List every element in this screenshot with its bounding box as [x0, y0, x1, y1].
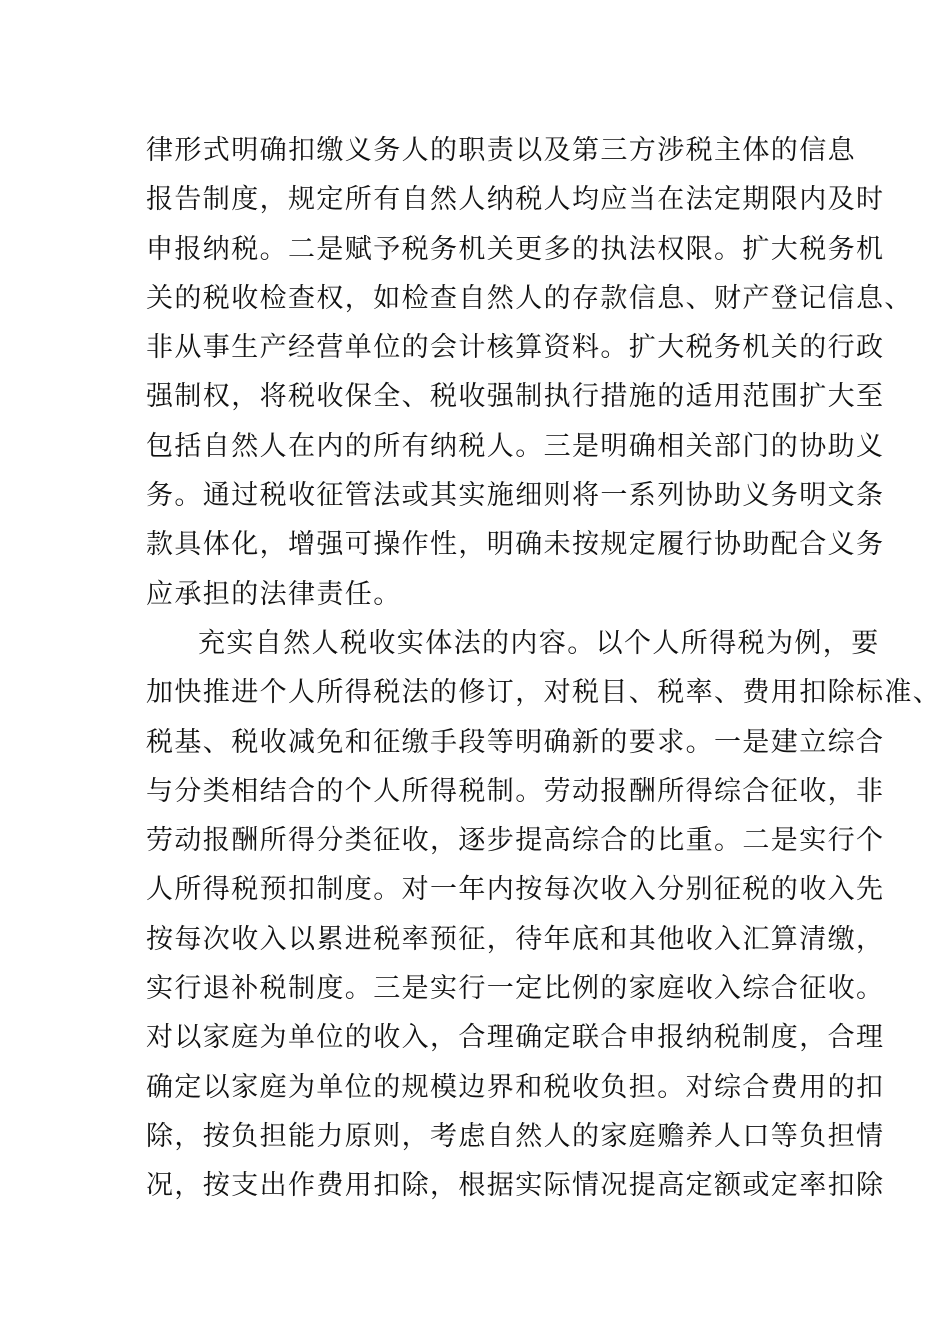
paragraph-2	[146, 619, 942, 1211]
paragraph-line: 税基、税收减免和征缴手段等明确新的要求。一是建立综合	[146, 726, 885, 758]
paragraph-line: 非从事生产经营单位的会计核算资料。扩大税务机关的行政	[146, 332, 885, 364]
paragraph-line: 关的税收检查权，如检查自然人的存款信息、财产登记信息、	[146, 282, 913, 314]
paragraph-line: 劳动报酬所得分类征收，逐步提高综合的比重。二是实行个	[146, 825, 885, 857]
paragraph-line: 报告制度，规定所有自然人纳税人均应当在法定期限内及时	[146, 184, 885, 216]
paragraph-line: 按每次收入以累进税率预征，待年底和其他收入汇算清缴，	[146, 923, 885, 955]
paragraph-line: 况，按支出作费用扣除，根据实际情况提高定额或定率扣除	[146, 1170, 885, 1202]
paragraph-line: 加快推进个人所得税法的修订，对税目、税率、费用扣除标准、	[146, 677, 942, 709]
paragraph-line: 款具体化，增强可操作性，明确未按规定履行协助配合义务	[146, 529, 885, 561]
paragraph-line: 实行退补税制度。三是实行一定比例的家庭收入综合征收。	[146, 973, 885, 1005]
paragraph-1	[146, 126, 913, 619]
body-text	[146, 126, 942, 1211]
paragraph-line: 对以家庭为单位的收入，合理确定联合申报纳税制度，合理	[146, 1022, 885, 1054]
paragraph-line: 确定以家庭为单位的规模边界和税收负担。对综合费用的扣	[146, 1071, 885, 1103]
paragraph-line: 申报纳税。二是赋予税务机关更多的执法权限。扩大税务机	[146, 233, 885, 265]
paragraph-line: 强制权，将税收保全、税收强制执行措施的适用范围扩大至	[146, 381, 885, 413]
paragraph-line: 除，按负担能力原则，考虑自然人的家庭赡养人口等负担情	[146, 1120, 885, 1152]
paragraph-line: 与分类相结合的个人所得税制。劳动报酬所得综合征收，非	[146, 775, 885, 807]
paragraph-line: 包括自然人在内的所有纳税人。三是明确相关部门的协助义	[146, 430, 885, 462]
paragraph-line: 律形式明确扣缴义务人的职责以及第三方涉税主体的信息	[146, 135, 856, 166]
paragraph-line: 务。通过税收征管法或其实施细则将一系列协助义务明文条	[146, 480, 885, 512]
paragraph-line: 充实自然人税收实体法的内容。以个人所得税为例，要	[198, 627, 880, 659]
paragraph-line: 应承担的法律责任。	[146, 578, 402, 610]
paragraph-line: 人所得税预扣制度。对一年内按每次收入分别征税的收入先	[146, 874, 885, 906]
